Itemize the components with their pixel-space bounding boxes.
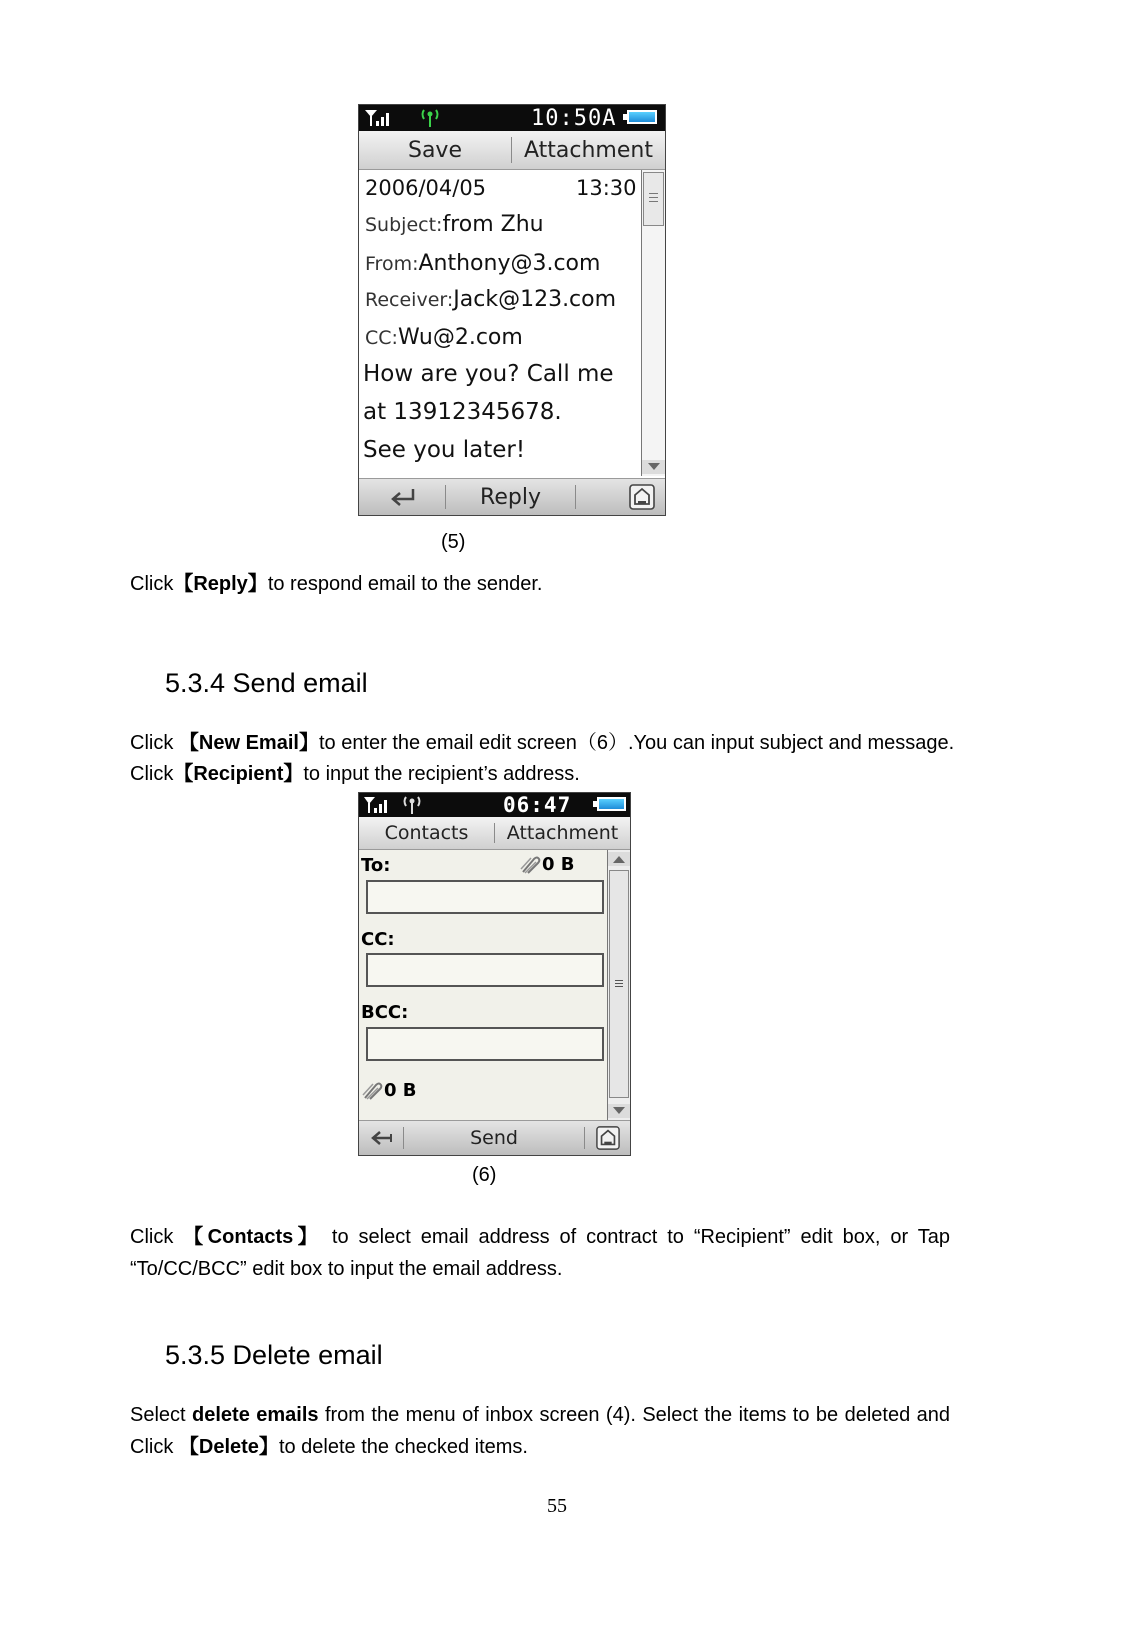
cc-label: CC:	[361, 929, 395, 950]
scrollbar-thumb[interactable]	[643, 172, 664, 226]
reply-keyword: 【Reply】	[173, 573, 268, 595]
email-time: 13:30	[576, 176, 637, 200]
from-label: From:	[365, 253, 419, 275]
home-icon	[629, 484, 655, 510]
from-value: Anthony@3.com	[418, 251, 601, 276]
subject-value: from Zhu	[442, 212, 544, 237]
signal-icon	[362, 795, 390, 815]
contacts-keyword: 【Contacts】	[183, 1226, 322, 1248]
top-toolbar	[359, 817, 630, 850]
para-text: to delete the checked items.	[278, 1436, 528, 1458]
scrollbar-thumb[interactable]	[609, 870, 629, 1098]
signal-icon	[363, 108, 393, 128]
paragraph	[130, 568, 950, 600]
email-content	[359, 170, 640, 476]
para-text: to select email address of contract to “Recipient” edit box, or Tap “To/CC/BCC” edit box to input the email address.	[130, 1226, 950, 1280]
new-email-keyword: 【New Email】	[178, 732, 319, 754]
to-field[interactable]	[366, 880, 604, 914]
attachment-size: 0 B	[542, 854, 575, 875]
battery-icon	[597, 797, 626, 811]
back-button[interactable]	[359, 479, 445, 515]
save-button[interactable]: Save	[407, 137, 462, 163]
antenna-icon	[419, 108, 441, 128]
back-arrow-icon	[387, 487, 417, 507]
scroll-down-icon[interactable]	[608, 1104, 630, 1118]
contacts-button[interactable]: Contacts	[384, 822, 469, 844]
top-toolbar	[359, 131, 665, 170]
bcc-label: BCC:	[361, 1002, 409, 1023]
battery-icon	[627, 110, 657, 124]
reply-button[interactable]: Reply	[480, 484, 541, 510]
attachment-button[interactable]: Attachment	[506, 822, 619, 844]
status-bar	[359, 793, 630, 817]
paperclip-icon	[519, 855, 541, 875]
back-button[interactable]	[359, 1121, 403, 1155]
para-text: from the menu of inbox screen (4). Select the items to be deleted and Click	[130, 1404, 951, 1458]
para-text: Click	[130, 573, 174, 595]
home-icon	[596, 1126, 620, 1150]
delete-emails-keyword: delete emails	[192, 1404, 319, 1426]
compose-email-screenshot	[358, 792, 631, 1156]
cc-value: Wu@2.com	[397, 325, 523, 350]
para-text: Select	[130, 1404, 186, 1426]
home-button[interactable]	[585, 1121, 630, 1155]
para-text: to respond email to the sender.	[267, 573, 543, 595]
body-line: See you later!	[363, 437, 526, 463]
page-number: 55	[547, 1495, 567, 1517]
scroll-up-icon[interactable]	[608, 852, 630, 866]
paperclip-icon	[361, 1081, 383, 1101]
para-text: Click	[130, 732, 174, 754]
receiver-label: Receiver:	[365, 289, 454, 311]
back-arrow-icon	[367, 1128, 395, 1148]
paragraph	[130, 727, 970, 790]
bcc-field[interactable]	[366, 1027, 604, 1061]
subject-label: Subject:	[365, 214, 443, 236]
home-button[interactable]	[576, 479, 665, 515]
scroll-down-icon[interactable]	[642, 460, 665, 474]
email-read-screenshot	[358, 104, 666, 516]
antenna-icon	[401, 795, 423, 815]
status-time: 10:50A	[531, 106, 617, 131]
status-time: 06:47	[503, 793, 572, 817]
paragraph	[130, 1221, 950, 1285]
send-button[interactable]: Send	[470, 1127, 518, 1149]
scrollbar[interactable]	[607, 850, 630, 1120]
para-text: Click	[130, 763, 174, 785]
cc-label: CC:	[365, 327, 398, 349]
receiver-value: Jack@123.com	[453, 287, 617, 312]
scrollbar[interactable]	[641, 170, 665, 476]
attachment-size: 0 B	[384, 1080, 417, 1101]
paragraph	[130, 1399, 950, 1463]
para-text: Click	[130, 1226, 174, 1248]
cc-field[interactable]	[366, 953, 604, 987]
attachment-button[interactable]: Attachment	[524, 137, 653, 163]
to-label: To:	[361, 855, 391, 876]
recipient-keyword: 【Recipient】	[173, 763, 304, 785]
section-heading: 5.3.5 Delete email	[165, 1340, 383, 1370]
status-bar	[359, 105, 665, 131]
bottom-bar	[359, 478, 665, 515]
figure-caption: (5)	[441, 531, 466, 553]
body-line: at 13912345678.	[363, 399, 562, 425]
para-text: to enter the email edit screen（6）.You can input subject and message.	[318, 732, 955, 754]
body-line: How are you? Call me	[363, 361, 614, 387]
email-date: 2006/04/05	[365, 176, 487, 200]
delete-keyword: 【Delete】	[178, 1436, 279, 1458]
bottom-bar	[359, 1120, 630, 1155]
section-heading: 5.3.4 Send email	[165, 668, 368, 698]
figure-caption: (6)	[472, 1164, 497, 1186]
para-text: to input the recipient’s address.	[303, 763, 580, 785]
